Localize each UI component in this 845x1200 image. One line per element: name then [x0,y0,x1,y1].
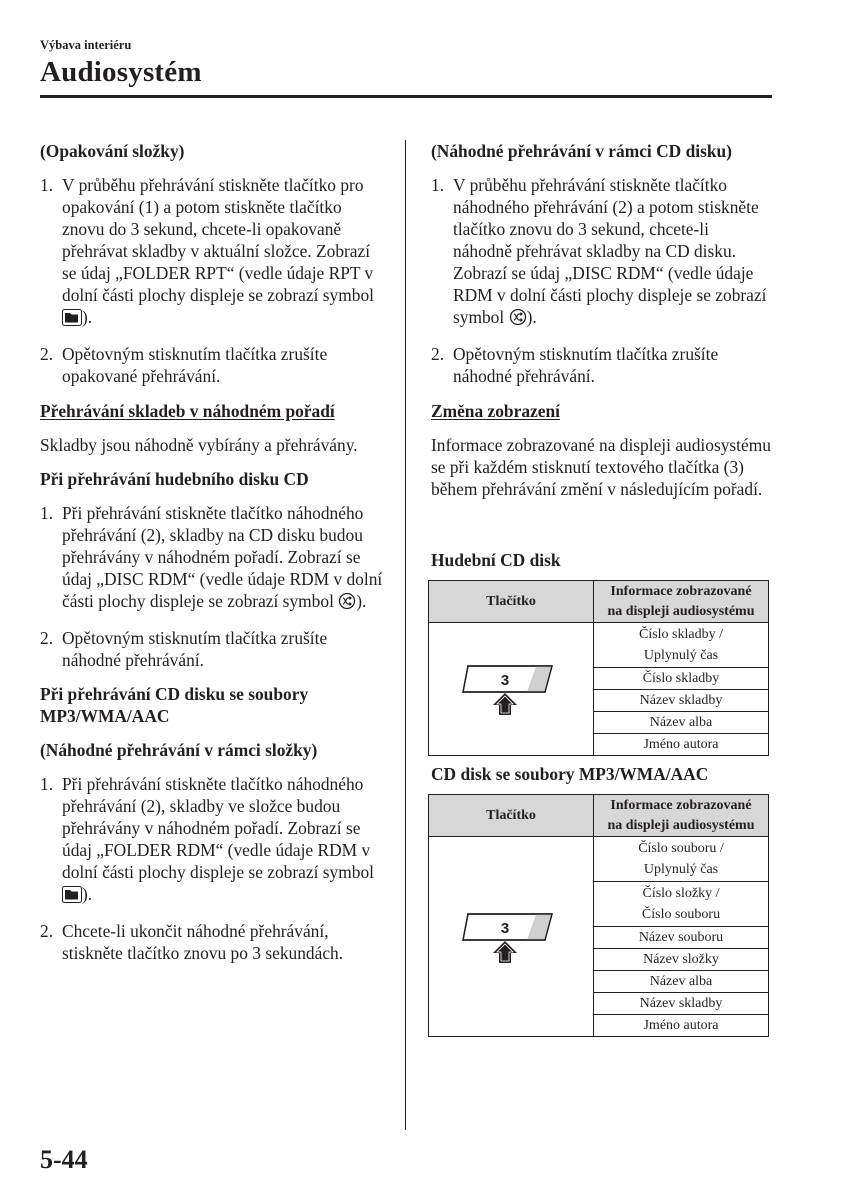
mp3-cd-table-caption: CD disk se soubory MP3/WMA/AAC [431,764,709,784]
button-3-label: 3 [500,672,510,689]
right-column [431,140,771,500]
button-3-icon [461,908,561,966]
table-cell: Název složky [594,949,769,971]
table-cell: Název skladby [594,993,769,1015]
list-number: 2. [40,344,54,364]
left-column [40,140,385,964]
header-line: na displeji audiosystému [607,603,755,619]
folder-repeat-heading: (Opakování složky) [40,141,185,161]
list-item [40,502,385,615]
list-text: Opětovným stisknutím tlačítka zrušíte náhodné přehrávání. [62,628,328,670]
table-row [429,837,769,882]
random-disc-icon [338,592,356,615]
list-text-end: ). [82,884,93,904]
list-item [431,174,771,331]
display-change-heading: Změna zobrazení [431,401,560,421]
table-cell: Číslo souboru / Uplynulý čas [594,837,769,882]
header-line: Informace zobrazované [610,583,752,599]
list-number: 2. [40,921,54,941]
button-cell [429,623,594,756]
table-cell: Název souboru [594,927,769,949]
list-text-end: ). [82,307,93,327]
button-3-label: 3 [500,919,510,937]
section-label: Výbava interiéru [40,38,132,52]
header-line: Informace zobrazované [610,797,752,813]
list-number: 1. [40,503,54,523]
music-cd-table-caption: Hudební CD disk [431,550,561,570]
table-cell: Název alba [594,971,769,993]
music-cd-table [428,580,769,756]
list-text: Opětovným stisknutím tlačítka zrušíte opakované přehrávání. [62,344,328,386]
mp3-cd-heading: Při přehrávání CD disku se soubory MP3/WMA/AAC [40,684,309,726]
column-header-button: Tlačítko [429,795,594,837]
title-rule [40,95,772,98]
button-cell [429,837,594,1037]
folder-icon [62,886,82,908]
random-intro: Skladby jsou náhodně vybírány a přehrávány. [40,435,358,455]
list-number: 1. [40,774,54,794]
up-arrow-icon [493,693,517,715]
folder-random-heading: (Náhodné přehrávání v rámci složky) [40,740,318,760]
table-cell: Jméno autora [594,1015,769,1037]
column-header-button: Tlačítko [429,581,594,623]
table-cell: Název alba [594,712,769,734]
list-item [431,343,771,387]
table-cell: Jméno autora [594,734,769,756]
table-header-row [429,795,769,837]
column-header-info [594,581,769,623]
table-cell: Číslo skladby / Uplynulý čas [594,623,769,668]
table-header-row [429,581,769,623]
list-number: 2. [431,344,445,364]
display-change-text: Informace zobrazované na displeji audiosystému se při každém stisknutí textového tlačítka (3) během přehrávání změní v následujícím pořadí. [431,435,771,499]
list-item [40,627,385,671]
list-number: 1. [431,175,445,195]
folder-icon [62,309,82,331]
list-text: V průběhu přehrávání stiskněte tlačítko náhodného přehrávání (2) a potom stiskněte tlačítko znovu do 3 sekund, chcete-li náhodně přehrávat skladby na CD disku. Zobrazí se údaj „DISC RDM“ (vedle údaje RDM v dolní části plochy displeje se zobrazí symbol [453,175,767,327]
up-arrow-icon [493,941,517,963]
disc-random-heading: (Náhodné přehrávání v rámci CD disku) [431,141,732,161]
list-item [40,920,385,964]
list-text: Při přehrávání stiskněte tlačítko náhodného přehrávání (2), skladby na CD disku budou přehrávány v náhodném pořadí. Zobrazí se údaj „DISC RDM“ (vedle údaje RDM v dolní části plochy displeje se zobrazí symbol [62,503,383,611]
random-heading: Přehrávání skladeb v náhodném pořadí [40,401,335,421]
list-number: 2. [40,628,54,648]
page-title: Audiosystém [40,56,202,88]
column-divider [405,140,406,1130]
list-number: 1. [40,175,54,195]
list-text: Při přehrávání stiskněte tlačítko náhodného přehrávání (2), skladby ve složce budou přehrávány v náhodném pořadí. Zobrazí se údaj „FOLDER RDM“ (vedle údaje RDM v dolní části plochy displeje se zobrazí symbol [62,774,374,882]
list-item [40,773,385,908]
list-item [40,174,385,331]
list-text-end: ). [356,591,367,611]
list-text-end: ). [526,307,537,327]
list-text: V průběhu přehrávání stiskněte tlačítko pro opakování (1) a potom stiskněte tlačítko znovu do 3 sekund, chcete-li opakovaně přehrávat skladby v aktuální složce. Zobrazí se údaj „FOLDER RPT“ (vedle údaje RPT v dolní části plochy displeje se zobrazí symbol [62,175,374,305]
table-cell: Název skladby [594,690,769,712]
list-text: Opětovným stisknutím tlačítka zrušíte náhodné přehrávání. [453,344,719,386]
button-3-icon [461,660,561,718]
random-disc-icon [509,308,527,331]
music-cd-heading: Při přehrávání hudebního disku CD [40,469,309,489]
column-header-info [594,795,769,837]
list-text: Chcete-li ukončit náhodné přehrávání, stiskněte tlačítko znovu po 3 sekundách. [62,921,344,963]
page-number: 5-44 [40,1145,88,1174]
list-item [40,343,385,387]
table-cell: Číslo skladby [594,668,769,690]
header-line: na displeji audiosystému [607,817,755,833]
table-row [429,623,769,668]
table-cell: Číslo složky / Číslo souboru [594,882,769,927]
mp3-cd-table [428,794,769,1037]
